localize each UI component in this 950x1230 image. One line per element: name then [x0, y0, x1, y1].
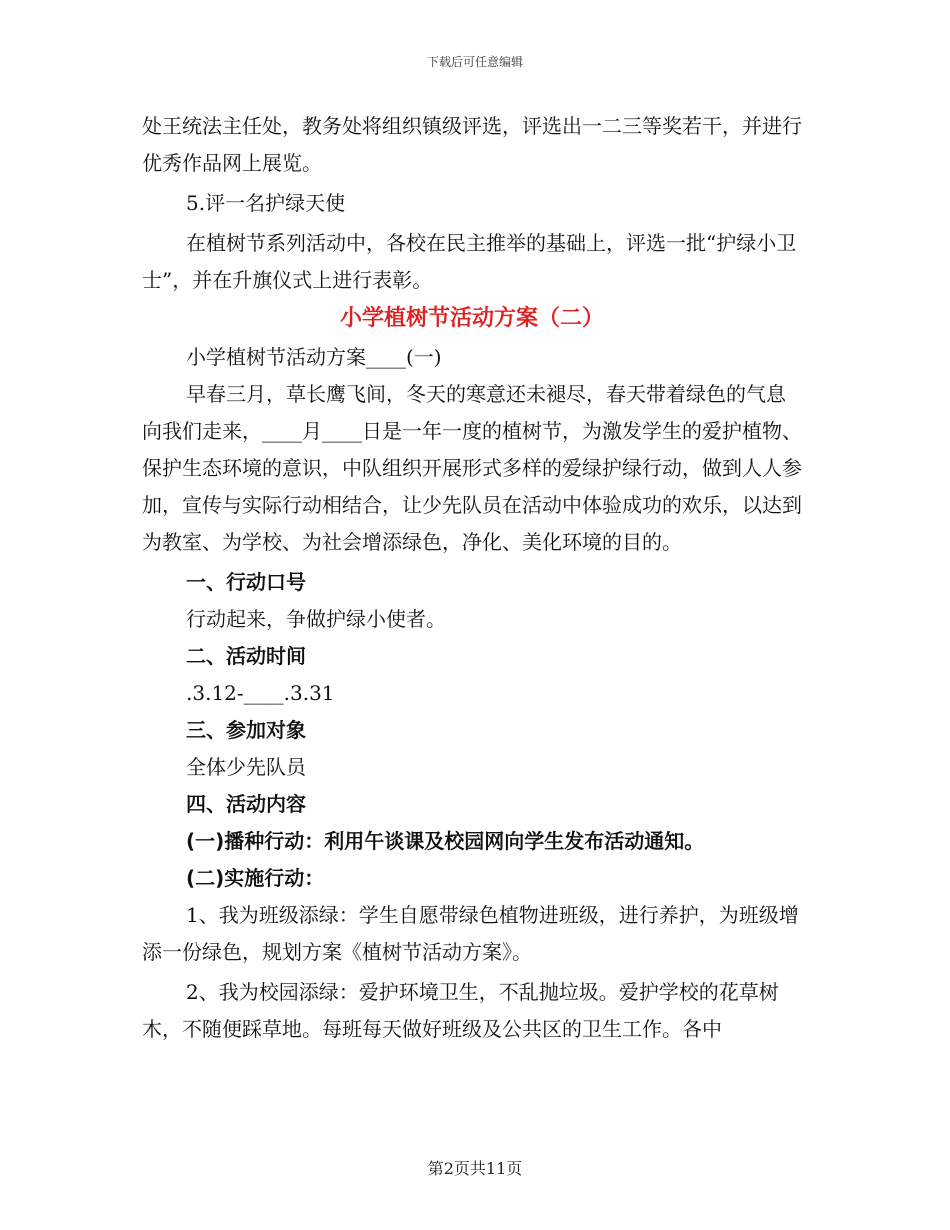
slogan-text: 行动起来，争做护绿小使者。 — [186, 607, 446, 631]
subtitle-line: 小学植树节活动方案____(一) — [186, 345, 442, 369]
document-title: 小学植树节活动方案（二） — [339, 306, 604, 331]
intro-paragraph: 早春三月，草长鹰飞间，冬天的寒意还未褪尽，春天带着绿色的气息向我们走来，____月____日是一年一度的植树节，为激发学生的爱护植物、保护生态环境的意识，中队组织开展形式多样的爱绿护绿行动，做到人人参加，宣传与实际行动相结合，让少先队员在活动中体验成功的欢乐，以达到为教室、为学校、为社会增添绿色，净化、美化环境的目的。 — [142, 382, 802, 554]
page-header: 下载后可任意编辑 — [426, 55, 523, 69]
paragraph-2: 在植树节系列活动中，各校在民主推举的基础上，评选一批“护绿小卫士”，并在升旗仪式上进行表彰。 — [142, 231, 797, 292]
item-class-green: 1、我为班级添绿：学生自愿带绿色植物进班级，进行养护，为班级增添一份绿色，规划方案《植树节活动方案》。 — [142, 903, 799, 964]
subheading-implementation: (二)实施行动： — [186, 866, 325, 890]
heading-participants: 三、参加对象 — [186, 718, 306, 742]
item-campus-green: 2、我为校园添绿：爱护环境卫生，不乱抛垃圾。爱护学校的花草树木，不随便踩草地。每班每天做好班级及公共区的卫生工作。各中 — [142, 980, 779, 1041]
paragraph-1: 处王统法主任处，教务处将组织镇级评选，评选出一二三等奖若干，并进行优秀作品网上展览。 — [142, 114, 802, 175]
time-text: .3.12-____.3.31 — [186, 681, 335, 705]
heading-time: 二、活动时间 — [186, 644, 306, 668]
participants-text: 全体少先队员 — [186, 755, 306, 779]
section-heading-5: 5.评一名护绿天使 — [186, 191, 346, 215]
heading-content: 四、活动内容 — [186, 792, 306, 816]
heading-slogan: 一、行动口号 — [186, 570, 306, 594]
subheading-sowing: (一)播种行动：利用午谈课及校园网向学生发布活动通知。 — [186, 829, 705, 853]
page-footer: 第2页共11页 — [427, 1159, 523, 1178]
document-body — [142, 108, 802, 1048]
